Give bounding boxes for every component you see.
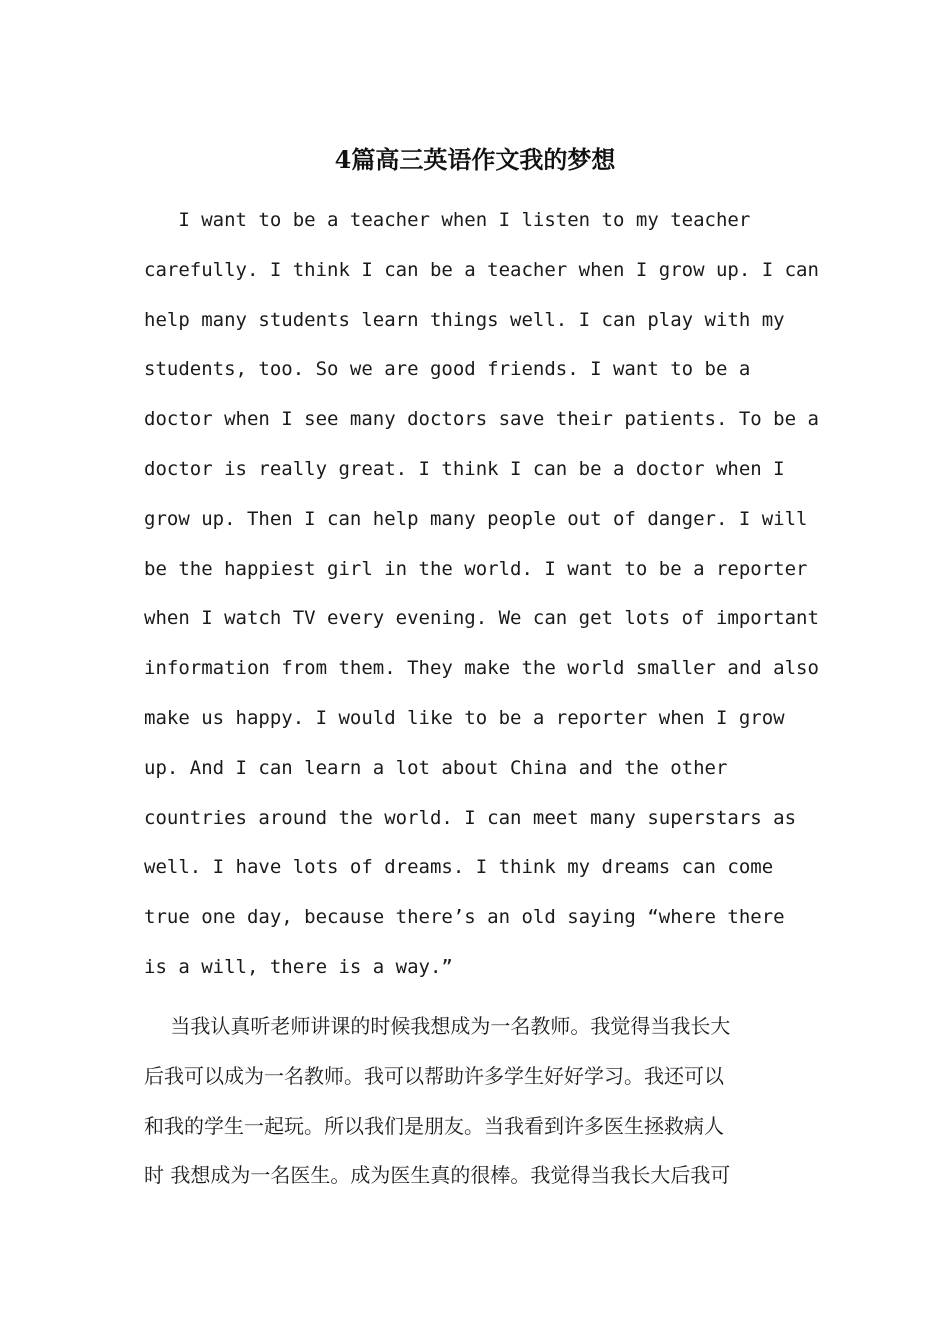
text-line: is a will, there is a way.” <box>144 955 453 978</box>
text-line: I want to be a teacher when I listen to my teacher <box>144 209 751 231</box>
text-line: 和我的学生一起玩。所以我们是朋友。当我看到许多医生拯救病人 <box>144 1113 724 1138</box>
english-essay-paragraph <box>144 196 819 993</box>
text-line: carefully. I think I can be a teacher when I grow up. I can <box>144 258 819 281</box>
text-line: help many students learn things well. I can play with my <box>144 308 785 331</box>
text-line: doctor is really great. I think I can be a doctor when I <box>144 457 785 480</box>
text-line: doctor when I see many doctors save their patients. To be a <box>144 408 819 431</box>
chinese-translation-paragraph <box>144 1002 808 1201</box>
text-line: up. And I can learn a lot about China and the other <box>144 756 728 779</box>
text-line: 时 我想成为一名医生。成为医生真的很棒。我觉得当我长大后我可 <box>144 1163 731 1188</box>
text-line: students, too. So we are good friends. I want to be a <box>144 358 751 381</box>
text-line: 后我可以成为一名教师。我可以帮助许多学生好好学习。我还可以 <box>144 1063 724 1088</box>
text-line: well. I have lots of dreams. I think my dreams can come <box>144 856 774 879</box>
text-line: countries around the world. I can meet many superstars as <box>144 806 797 829</box>
text-line: grow up. Then I can help many people out of danger. I will <box>144 507 808 530</box>
text-line: 当我认真听老师讲课的时候我想成为一名教师。我觉得当我长大 <box>144 1014 731 1038</box>
text-line: make us happy. I would like to be a reporter when I grow <box>144 706 785 729</box>
text-line: when I watch TV every evening. We can get lots of important <box>144 607 819 630</box>
document-title: 4篇高三英语作文我的梦想 <box>334 145 616 174</box>
text-line: be the happiest girl in the world. I want to be a reporter <box>144 557 808 580</box>
text-line: information from them. They make the world smaller and also <box>144 657 819 680</box>
text-line: true one day, because there’s an old saying “where there <box>144 906 785 929</box>
